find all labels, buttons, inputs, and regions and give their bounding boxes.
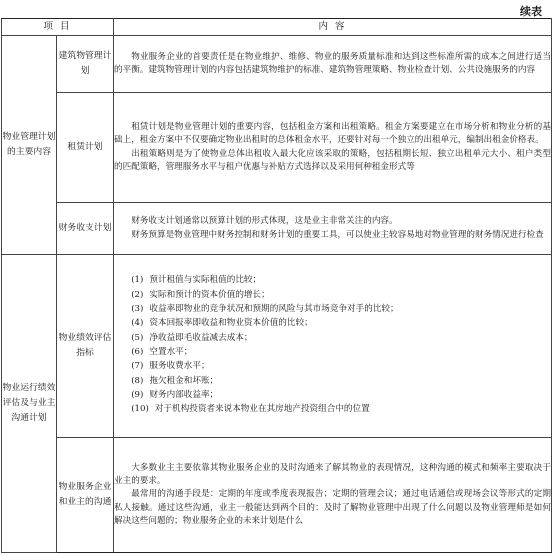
list-item: (10) 对于机构投资者来说本物业在其房地产投资组合中的位置	[131, 404, 370, 415]
subcategory-cell: 建筑物管理计划	[57, 36, 114, 93]
list-item: (4) 资本回报率即收益和物业资本价值的比较；	[131, 318, 313, 329]
subcategory-cell: 物业服务企业和业主的沟通	[57, 438, 114, 553]
subcategory-cell: 物业绩效评估指标	[57, 255, 114, 438]
paragraph: 财务预算是物业管理中财务控制和财务计划的重要工具，可以使业主较容易地对物业管理的财务情况进行检查	[131, 229, 544, 240]
paragraph: 最常用的沟通手段是：定期的年度或季度表现报告；定期的管理会议；通过电话通信或现场会议等形式的定期私人接触。通过这些沟通，业主一般能达到两个目的：及时了解物业管理中出现了什么问题以及物业管理师是如何解决这些问题的；物业服务企业的未来计划是什么	[114, 489, 551, 526]
paragraph: 租赁计划是物业管理计划的重要内容，包括租金方案和出租策略。租金方案要建立在市场分析和物业分析的基础上，租金方案中不仅要确定物业出租时的总体租金水平，还要针对每一个独立的出租单元，编制出租金价格表。	[114, 121, 551, 146]
list-item: (7) 服务收费水平；	[131, 361, 210, 372]
list-item: (8) 拖欠租金和坏账；	[131, 375, 219, 386]
header-item: 项 目	[2, 19, 114, 36]
content-cell	[114, 203, 552, 255]
paragraph: 出租策略则是为了使物业总体出租收入最大化应该采取的策略，包括租期长短、独立出租单元大小、租户类型的匹配策略，管理服务水平与租户优惠与补贴方式选择以及采用何种租金形式等	[114, 148, 551, 172]
subcategory-cell: 租赁计划	[57, 93, 114, 203]
content-cell	[114, 93, 552, 203]
continued-label: 续表	[520, 5, 542, 18]
content-cell	[114, 255, 552, 438]
paragraph: 财务收支计划通常以预算计划的形式体现，这是业主非常关注的内容。	[131, 216, 398, 227]
list-item: (2) 实际和预计的资本价值的增长；	[131, 289, 270, 300]
category-cell: 物业管理计划的主要内容	[2, 36, 57, 255]
content-table	[1, 18, 552, 553]
list-item: (1) 预计租值与实际租值的比较；	[131, 275, 262, 286]
list-item: (9) 财务内部收益率；	[131, 389, 219, 400]
table-header-row	[2, 19, 552, 36]
content-cell	[114, 36, 552, 93]
table-row	[2, 203, 552, 255]
table-row	[2, 255, 552, 438]
content-cell	[114, 438, 552, 553]
table-row	[2, 36, 552, 93]
table-row	[2, 438, 552, 553]
list-item: (6) 空置水平；	[131, 347, 193, 357]
paragraph: 物业服务企业的首要责任是在物业维护、维修、物业的服务质量标准和达到这些标准所需的成本之间进行适当的平衡。建筑物管理计划的内容包括建筑物维护的标准、建筑物管理策略、物业检查计划、公共设施服务的内容	[114, 51, 551, 75]
table-row	[2, 93, 552, 203]
subcategory-cell: 财务收支计划	[57, 203, 114, 255]
indicator-list	[114, 274, 551, 416]
list-item: (3) 收益率即物业的竞争状况和预期的风险与其市场竞争对手的比较；	[131, 304, 399, 315]
list-item: (5) 净收益即毛收益减去成本；	[131, 332, 253, 343]
header-content: 内 容	[114, 19, 552, 36]
category-cell: 物业运行绩效评估及与业主沟通计划	[2, 255, 57, 553]
paragraph: 大多数业主主要依靠其物业服务企业的及时沟通来了解其物业的表现情况，这种沟通的模式和频率主要取决于业主的要求。	[114, 462, 551, 487]
